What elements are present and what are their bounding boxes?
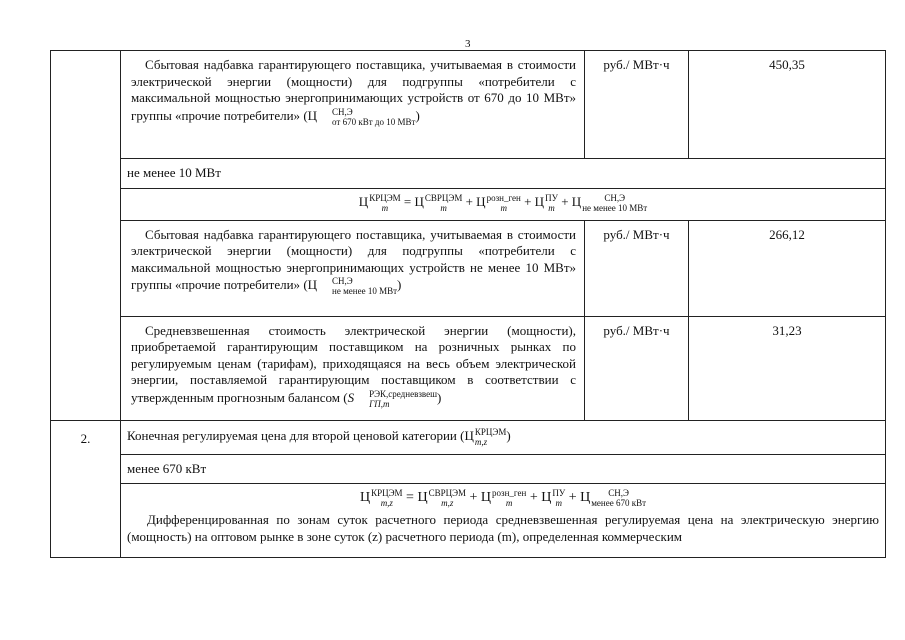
symbol-sub: ГП,m	[369, 398, 390, 409]
value-cell: 266,12	[689, 220, 886, 316]
symbol-sup: СН,Э	[332, 276, 353, 286]
symbol-indices	[318, 276, 397, 296]
cost-symbol: S	[347, 389, 355, 405]
value-cell: 450,35	[689, 51, 886, 159]
description-cell: Средневзвешенная стоимость электрической энергии (мощности), приобретаемой гарантирующим поставщиком на розничных рынках по регулируемым ценам (тарифам), приходящаяся на весь объем электрической энергии, поставляемой гарантирующим поставщиком в соответствии с утвержденным прогнозным балансом (S РЭК,средневзвеш ГП,m )	[121, 316, 585, 420]
category-title-text: Конечная регулируемая цена для второй ценовой категории	[127, 427, 457, 443]
formula-sup: КРЦЭМ	[369, 192, 401, 203]
formula-sub: m,z	[380, 498, 393, 508]
formula-text-cell	[121, 484, 886, 558]
description-text: Средневзвешенная стоимость электрической энергии (мощности), приобретаемой гарантирующим поставщиком на розничных рынках по регулируемым ценам (тарифам), приходящаяся на весь объем электрической энергии, поставляемой гарантирующим поставщиком в соответствии с утвержденным прогнозным балансом	[131, 322, 576, 405]
formula-sub: m	[548, 202, 555, 213]
symbol-sup: КРЦЭМ	[474, 426, 507, 437]
description-cell: Сбытовая надбавка гарантирующего поставщика, учитываемая в стоимости электрической энергии (мощности) для подгруппы «потребители с максимальной мощностью энергопринимающих устройств не менее 10 МВт» группы «прочие потребители» (Ц СН,Э не менее 10 МВт )	[121, 220, 585, 316]
category-title: Конечная регулируемая цена для второй ценовой категории (Ц КРЦЭМ m,z )	[121, 420, 886, 454]
symbol-sup: РЭК,средневзвеш	[369, 388, 437, 399]
unit-cell: руб./ МВт·ч	[585, 316, 689, 420]
formula-sup: СВРЦЭМ	[428, 488, 467, 498]
formula-sup: розн_ген	[492, 488, 527, 498]
symbol-sub: не менее 10 МВт	[332, 286, 398, 296]
formula-sub: не менее 10 МВт	[582, 202, 648, 213]
symbol-indices	[355, 389, 437, 409]
tariff-table	[50, 50, 886, 558]
formula-sup: КРЦЭМ	[371, 488, 403, 498]
symbol-sub: от 670 кВт до 10 МВт	[332, 116, 416, 127]
subgroup-label: менее 670 кВт	[121, 454, 886, 484]
table-row	[51, 51, 886, 159]
description-cell: Сбытовая надбавка гарантирующего поставщика, учитываемая в стоимости электрической энергии (мощности) для подгруппы «потребители с максимальной мощностью энергопринимающих устройств от 670 до 10 МВт» группы «прочие потребители» (Ц СН,Э от 670 кВт до 10 МВт )	[121, 51, 585, 159]
description-text: Сбытовая надбавка гарантирующего поставщика, учитываемая в стоимости электрической энергии (мощности) для подгруппы «потребители с максимальной мощностью энергопринимающих устройств не менее 10 МВт» группы «прочие потребители»	[131, 226, 576, 292]
formula-cell: Ц КРЦЭМ m = Ц СВРЦЭМ m + Ц розн_ген m + Ц ПУ m + Ц СН,Э не менее 10 МВт	[121, 188, 886, 220]
table-row	[51, 220, 886, 316]
symbol-sub: m,z	[474, 436, 488, 447]
row-number-cell	[51, 51, 121, 421]
table-row	[51, 316, 886, 420]
formula-sup: СВРЦЭМ	[424, 192, 463, 203]
formula-sup: ПУ	[552, 488, 566, 498]
price-symbol: Ц	[307, 107, 318, 123]
formula-sup: розн_ген	[486, 192, 521, 203]
unit-cell: руб./ МВт·ч	[585, 51, 689, 159]
description-text: Сбытовая надбавка гарантирующего поставщика, учитываемая в стоимости электрической энергии (мощности) для подгруппы «потребители с максимальной мощностью энергопринимающих устройств от 670 до 10 МВт» группы «прочие потребители»	[131, 57, 576, 123]
formula-sup: ПУ	[545, 192, 558, 203]
table-row	[51, 454, 886, 484]
table-row	[51, 420, 886, 454]
price-symbol: Ц	[307, 276, 318, 292]
formula-sub: m	[505, 498, 513, 508]
formula-sub: менее 670 кВт	[591, 498, 647, 508]
formula-sup: СН,Э	[608, 488, 629, 498]
formula-line: Ц КРЦЭМ m,z = Ц СВРЦЭМ m,z + Ц розн_ген m + Ц ПУ m + Ц СН,Э менее 670 кВт	[359, 488, 647, 508]
definition-text: Дифференцированная по зонам суток расчетного периода средневзвешенная регулируемая цена на электрическую энергию (мощность) на оптовом рынке в зоне суток (z) расчетного периода (m), определенная коммерческим	[127, 512, 879, 544]
table-row	[51, 188, 886, 220]
table-row	[51, 484, 886, 558]
formula-sub: m	[440, 202, 447, 213]
formula-sub: m	[500, 202, 507, 213]
value-cell: 31,23	[689, 316, 886, 420]
symbol-sup: СН,Э	[332, 106, 353, 117]
formula-sub: m	[381, 202, 389, 213]
unit-cell: руб./ МВт·ч	[585, 220, 689, 316]
symbol-indices	[318, 107, 415, 127]
row-number-cell: 2.	[51, 420, 121, 558]
table-row	[51, 159, 886, 189]
formula-sub: m	[555, 498, 563, 508]
page-number: 3	[465, 38, 471, 50]
formula-sub: m,z	[441, 498, 454, 508]
formula-sup: СН,Э	[604, 192, 626, 203]
subgroup-label: не менее 10 МВт	[121, 159, 886, 189]
